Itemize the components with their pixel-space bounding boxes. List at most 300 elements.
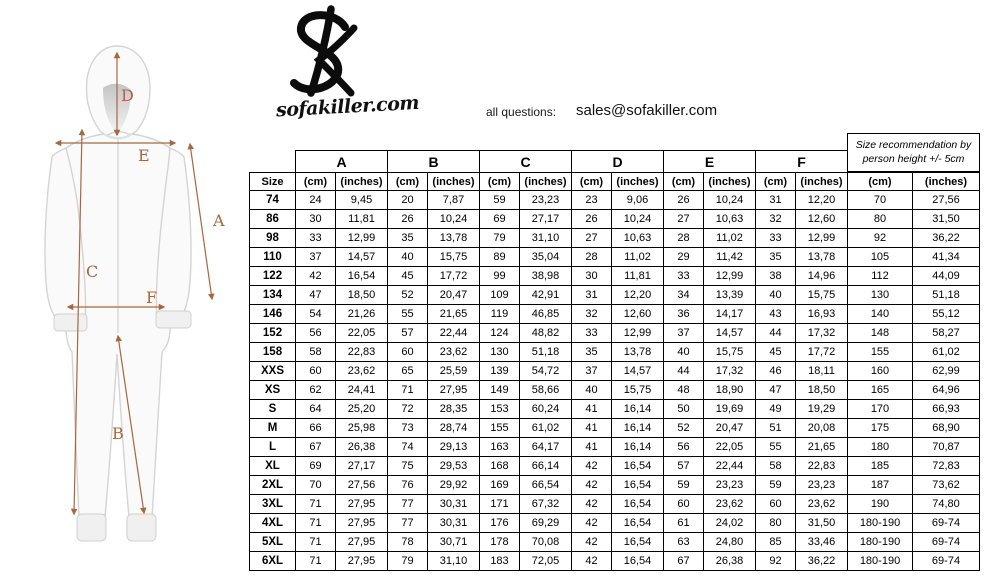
value-cell: 14,57 bbox=[612, 362, 664, 381]
value-cell: 140 bbox=[848, 305, 913, 324]
value-cell: 42,91 bbox=[520, 286, 572, 305]
value-cell: 42 bbox=[572, 514, 612, 533]
value-cell: 109 bbox=[480, 286, 520, 305]
table-row bbox=[250, 191, 980, 210]
right-sleeve-cuff bbox=[156, 311, 191, 328]
size-cell: 152 bbox=[250, 324, 296, 343]
value-cell: 13,39 bbox=[704, 286, 756, 305]
value-cell: 71 bbox=[296, 552, 336, 571]
value-cell: 80 bbox=[848, 210, 913, 229]
value-cell: 44 bbox=[664, 362, 704, 381]
value-cell: 25,20 bbox=[336, 400, 388, 419]
value-cell: 35,04 bbox=[520, 248, 572, 267]
value-cell: 171 bbox=[480, 495, 520, 514]
value-cell: 28,35 bbox=[428, 400, 480, 419]
value-cell: 36,22 bbox=[796, 552, 848, 571]
value-cell: 15,75 bbox=[796, 286, 848, 305]
size-recommendation-line2: person height +/- 5cm bbox=[862, 152, 965, 165]
size-cell: S bbox=[250, 400, 296, 419]
value-cell: 67 bbox=[296, 438, 336, 457]
measure-label-c: C bbox=[86, 262, 99, 281]
value-cell: 13,78 bbox=[612, 343, 664, 362]
value-cell: 46,85 bbox=[520, 305, 572, 324]
measure-line-a bbox=[190, 144, 212, 299]
value-cell: 67,32 bbox=[520, 495, 572, 514]
size-cell: 122 bbox=[250, 267, 296, 286]
value-cell: 29,92 bbox=[428, 476, 480, 495]
value-cell: 30,31 bbox=[428, 514, 480, 533]
value-cell: 73 bbox=[388, 419, 428, 438]
table-row bbox=[250, 476, 980, 495]
value-cell: 69-74 bbox=[913, 533, 980, 552]
value-cell: 14,17 bbox=[704, 305, 756, 324]
value-cell: 26 bbox=[572, 210, 612, 229]
value-cell: 44 bbox=[756, 324, 796, 343]
value-cell: 30,31 bbox=[428, 495, 480, 514]
value-cell: 69,29 bbox=[520, 514, 572, 533]
value-cell: 72,83 bbox=[913, 457, 980, 476]
value-cell: 58,27 bbox=[913, 324, 980, 343]
size-cell: 86 bbox=[250, 210, 296, 229]
value-cell: 16,54 bbox=[612, 533, 664, 552]
value-cell: 168 bbox=[480, 457, 520, 476]
value-cell: 70 bbox=[296, 476, 336, 495]
value-cell: 183 bbox=[480, 552, 520, 571]
value-cell: 9,45 bbox=[336, 191, 388, 210]
value-cell: 124 bbox=[480, 324, 520, 343]
value-cell: 19,69 bbox=[704, 400, 756, 419]
value-cell: 73,62 bbox=[913, 476, 980, 495]
size-cell: 3XL bbox=[250, 495, 296, 514]
value-cell: 17,72 bbox=[428, 267, 480, 286]
value-cell: 33 bbox=[296, 229, 336, 248]
value-cell: 38 bbox=[756, 267, 796, 286]
value-cell: 56 bbox=[664, 438, 704, 457]
value-cell: 13,78 bbox=[428, 229, 480, 248]
value-cell: 36,22 bbox=[913, 229, 980, 248]
value-cell: 62,99 bbox=[913, 362, 980, 381]
value-cell: 28 bbox=[572, 248, 612, 267]
value-cell: 15,75 bbox=[612, 381, 664, 400]
value-cell: 24,02 bbox=[704, 514, 756, 533]
value-cell: 45 bbox=[388, 267, 428, 286]
value-cell: 38,98 bbox=[520, 267, 572, 286]
table-row bbox=[250, 229, 980, 248]
value-cell: 16,14 bbox=[612, 438, 664, 457]
value-cell: 66,14 bbox=[520, 457, 572, 476]
value-cell: 31 bbox=[572, 286, 612, 305]
value-cell: 89 bbox=[480, 248, 520, 267]
table-row bbox=[250, 552, 980, 571]
value-cell: 153 bbox=[480, 400, 520, 419]
value-cell: 92 bbox=[756, 552, 796, 571]
value-cell: 180-190 bbox=[848, 552, 913, 571]
table-row bbox=[250, 267, 980, 286]
value-cell: 26 bbox=[664, 191, 704, 210]
value-cell: 99 bbox=[480, 267, 520, 286]
value-cell: 70 bbox=[848, 191, 913, 210]
value-cell: 23,62 bbox=[336, 362, 388, 381]
value-cell: 70,08 bbox=[520, 533, 572, 552]
value-cell: 68,90 bbox=[913, 419, 980, 438]
value-cell: 50 bbox=[664, 400, 704, 419]
value-cell: 27,56 bbox=[913, 191, 980, 210]
value-cell: 55,12 bbox=[913, 305, 980, 324]
value-cell: 24,41 bbox=[336, 381, 388, 400]
value-cell: 23 bbox=[572, 191, 612, 210]
value-cell: 15,75 bbox=[704, 343, 756, 362]
size-recommendation-line1: Size recommendation by bbox=[855, 138, 972, 151]
value-cell: 148 bbox=[848, 324, 913, 343]
value-cell: 21,65 bbox=[428, 305, 480, 324]
value-cell: 31,50 bbox=[913, 210, 980, 229]
value-cell: 79 bbox=[388, 552, 428, 571]
value-cell: 37 bbox=[572, 362, 612, 381]
value-cell: 12,60 bbox=[612, 305, 664, 324]
unit-inches: (inches) bbox=[520, 173, 572, 191]
value-cell: 155 bbox=[848, 343, 913, 362]
size-cell: 158 bbox=[250, 343, 296, 362]
table-row bbox=[250, 381, 980, 400]
value-cell: 178 bbox=[480, 533, 520, 552]
value-cell: 60 bbox=[296, 362, 336, 381]
size-cell: 134 bbox=[250, 286, 296, 305]
value-cell: 58 bbox=[296, 343, 336, 362]
unit-inches: (inches) bbox=[704, 173, 756, 191]
value-cell: 74 bbox=[388, 438, 428, 457]
value-cell: 45 bbox=[756, 343, 796, 362]
table-row bbox=[250, 533, 980, 552]
value-cell: 69-74 bbox=[913, 552, 980, 571]
value-cell: 80 bbox=[756, 514, 796, 533]
value-cell: 57 bbox=[388, 324, 428, 343]
value-cell: 11,02 bbox=[704, 229, 756, 248]
value-cell: 12,60 bbox=[796, 210, 848, 229]
table-row bbox=[250, 457, 980, 476]
unit-header-row bbox=[250, 173, 980, 191]
value-cell: 42 bbox=[572, 495, 612, 514]
value-cell: 40 bbox=[664, 343, 704, 362]
value-cell: 16,54 bbox=[612, 552, 664, 571]
value-cell: 10,63 bbox=[704, 210, 756, 229]
table-row bbox=[250, 248, 980, 267]
value-cell: 187 bbox=[848, 476, 913, 495]
value-cell: 11,02 bbox=[612, 248, 664, 267]
table-row bbox=[250, 438, 980, 457]
value-cell: 28 bbox=[664, 229, 704, 248]
group-header-row bbox=[250, 151, 980, 173]
value-cell: 69-74 bbox=[913, 514, 980, 533]
value-cell: 27,95 bbox=[336, 514, 388, 533]
questions-label: all questions: bbox=[486, 105, 557, 119]
size-cell: L bbox=[250, 438, 296, 457]
value-cell: 27 bbox=[664, 210, 704, 229]
size-cell: 110 bbox=[250, 248, 296, 267]
value-cell: 85 bbox=[756, 533, 796, 552]
size-cell: M bbox=[250, 419, 296, 438]
unit-cm: (cm) bbox=[664, 173, 704, 191]
value-cell: 7,87 bbox=[428, 191, 480, 210]
measure-label-e: E bbox=[138, 146, 150, 165]
value-cell: 41 bbox=[572, 438, 612, 457]
value-cell: 16,54 bbox=[336, 267, 388, 286]
value-cell: 16,93 bbox=[796, 305, 848, 324]
size-cell: 146 bbox=[250, 305, 296, 324]
value-cell: 16,14 bbox=[612, 400, 664, 419]
value-cell: 48 bbox=[664, 381, 704, 400]
unit-cm: (cm) bbox=[296, 173, 336, 191]
value-cell: 17,32 bbox=[704, 362, 756, 381]
value-cell: 25,59 bbox=[428, 362, 480, 381]
recommendation-spacer bbox=[848, 151, 980, 173]
value-cell: 20,47 bbox=[704, 419, 756, 438]
size-cell: 2XL bbox=[250, 476, 296, 495]
value-cell: 79 bbox=[480, 229, 520, 248]
left-ankle-cuff bbox=[77, 514, 106, 541]
value-cell: 105 bbox=[848, 248, 913, 267]
table-row bbox=[250, 324, 980, 343]
value-cell: 15,75 bbox=[428, 248, 480, 267]
value-cell: 42 bbox=[572, 533, 612, 552]
value-cell: 30,71 bbox=[428, 533, 480, 552]
group-header-e: E bbox=[664, 151, 756, 173]
value-cell: 119 bbox=[480, 305, 520, 324]
value-cell: 23,23 bbox=[796, 476, 848, 495]
value-cell: 22,44 bbox=[428, 324, 480, 343]
value-cell: 19,29 bbox=[796, 400, 848, 419]
value-cell: 11,81 bbox=[612, 267, 664, 286]
value-cell: 11,81 bbox=[336, 210, 388, 229]
value-cell: 35 bbox=[388, 229, 428, 248]
table-row bbox=[250, 514, 980, 533]
table-row bbox=[250, 362, 980, 381]
value-cell: 18,50 bbox=[336, 286, 388, 305]
value-cell: 29,13 bbox=[428, 438, 480, 457]
value-cell: 72,05 bbox=[520, 552, 572, 571]
size-table bbox=[249, 150, 980, 571]
value-cell: 112 bbox=[848, 267, 913, 286]
value-cell: 26,38 bbox=[704, 552, 756, 571]
value-cell: 22,44 bbox=[704, 457, 756, 476]
value-cell: 27,17 bbox=[520, 210, 572, 229]
value-cell: 54,72 bbox=[520, 362, 572, 381]
value-cell: 59 bbox=[480, 191, 520, 210]
value-cell: 155 bbox=[480, 419, 520, 438]
value-cell: 37 bbox=[664, 324, 704, 343]
value-cell: 63 bbox=[664, 533, 704, 552]
value-cell: 42 bbox=[572, 476, 612, 495]
value-cell: 14,57 bbox=[704, 324, 756, 343]
value-cell: 64,17 bbox=[520, 438, 572, 457]
table-row bbox=[250, 210, 980, 229]
value-cell: 163 bbox=[480, 438, 520, 457]
value-cell: 36 bbox=[664, 305, 704, 324]
value-cell: 76 bbox=[388, 476, 428, 495]
measure-label-a: A bbox=[213, 211, 225, 230]
unit-cm: (cm) bbox=[388, 173, 428, 191]
value-cell: 41 bbox=[572, 400, 612, 419]
value-cell: 190 bbox=[848, 495, 913, 514]
table-row bbox=[250, 400, 980, 419]
sk-logo-icon bbox=[270, 0, 380, 100]
size-cell: 74 bbox=[250, 191, 296, 210]
value-cell: 20 bbox=[388, 191, 428, 210]
size-cell: XS bbox=[250, 381, 296, 400]
value-cell: 10,24 bbox=[704, 191, 756, 210]
value-cell: 33,46 bbox=[796, 533, 848, 552]
value-cell: 78 bbox=[388, 533, 428, 552]
corner-spacer bbox=[250, 151, 296, 173]
value-cell: 20,47 bbox=[428, 286, 480, 305]
value-cell: 12,99 bbox=[336, 229, 388, 248]
value-cell: 16,54 bbox=[612, 514, 664, 533]
value-cell: 60 bbox=[756, 495, 796, 514]
value-cell: 18,90 bbox=[704, 381, 756, 400]
value-cell: 49 bbox=[756, 400, 796, 419]
unit-inches: (inches) bbox=[612, 173, 664, 191]
value-cell: 23,62 bbox=[428, 343, 480, 362]
size-cell: XL bbox=[250, 457, 296, 476]
value-cell: 130 bbox=[480, 343, 520, 362]
value-cell: 32 bbox=[756, 210, 796, 229]
value-cell: 67 bbox=[664, 552, 704, 571]
value-cell: 41,34 bbox=[913, 248, 980, 267]
value-cell: 176 bbox=[480, 514, 520, 533]
value-cell: 31 bbox=[756, 191, 796, 210]
left-sleeve-cuff bbox=[54, 314, 87, 331]
value-cell: 33 bbox=[756, 229, 796, 248]
table-row bbox=[250, 305, 980, 324]
value-cell: 37 bbox=[296, 248, 336, 267]
value-cell: 22,05 bbox=[704, 438, 756, 457]
brand-site-text: sofakiller.com bbox=[275, 91, 420, 122]
value-cell: 29 bbox=[664, 248, 704, 267]
value-cell: 43 bbox=[756, 305, 796, 324]
value-cell: 35 bbox=[572, 343, 612, 362]
measure-label-b: B bbox=[112, 424, 124, 443]
unit-inches: (inches) bbox=[913, 173, 980, 191]
value-cell: 13,78 bbox=[796, 248, 848, 267]
value-cell: 12,99 bbox=[796, 229, 848, 248]
group-header-d: D bbox=[572, 151, 664, 173]
size-cell: 5XL bbox=[250, 533, 296, 552]
value-cell: 180-190 bbox=[848, 514, 913, 533]
value-cell: 61 bbox=[664, 514, 704, 533]
table-row bbox=[250, 286, 980, 305]
value-cell: 14,96 bbox=[796, 267, 848, 286]
value-cell: 16,54 bbox=[612, 457, 664, 476]
value-cell: 44,09 bbox=[913, 267, 980, 286]
value-cell: 71 bbox=[296, 514, 336, 533]
table-row bbox=[250, 495, 980, 514]
value-cell: 16,54 bbox=[612, 495, 664, 514]
unit-inches: (inches) bbox=[428, 173, 480, 191]
value-cell: 61,02 bbox=[520, 419, 572, 438]
value-cell: 61,02 bbox=[913, 343, 980, 362]
value-cell: 17,32 bbox=[796, 324, 848, 343]
value-cell: 29,53 bbox=[428, 457, 480, 476]
value-cell: 180 bbox=[848, 438, 913, 457]
value-cell: 41 bbox=[572, 419, 612, 438]
value-cell: 46 bbox=[756, 362, 796, 381]
value-cell: 66 bbox=[296, 419, 336, 438]
value-cell: 12,20 bbox=[796, 191, 848, 210]
value-cell: 51,18 bbox=[913, 286, 980, 305]
group-header-f: F bbox=[756, 151, 848, 173]
group-header-c: C bbox=[480, 151, 572, 173]
size-cell: 4XL bbox=[250, 514, 296, 533]
value-cell: 66,93 bbox=[913, 400, 980, 419]
value-cell: 18,11 bbox=[796, 362, 848, 381]
value-cell: 64,96 bbox=[913, 381, 980, 400]
value-cell: 60 bbox=[664, 495, 704, 514]
measure-label-f: F bbox=[146, 288, 158, 307]
value-cell: 169 bbox=[480, 476, 520, 495]
value-cell: 180-190 bbox=[848, 533, 913, 552]
value-cell: 31,10 bbox=[428, 552, 480, 571]
value-cell: 9,06 bbox=[612, 191, 664, 210]
value-cell: 33 bbox=[572, 324, 612, 343]
unit-inches: (inches) bbox=[336, 173, 388, 191]
value-cell: 149 bbox=[480, 381, 520, 400]
value-cell: 175 bbox=[848, 419, 913, 438]
value-cell: 40 bbox=[756, 286, 796, 305]
value-cell: 27 bbox=[572, 229, 612, 248]
value-cell: 55 bbox=[756, 438, 796, 457]
value-cell: 31,10 bbox=[520, 229, 572, 248]
value-cell: 51,18 bbox=[520, 343, 572, 362]
value-cell: 65 bbox=[388, 362, 428, 381]
value-cell: 60,24 bbox=[520, 400, 572, 419]
value-cell: 74,80 bbox=[913, 495, 980, 514]
value-cell: 28,74 bbox=[428, 419, 480, 438]
value-cell: 72 bbox=[388, 400, 428, 419]
group-header-a: A bbox=[296, 151, 388, 173]
value-cell: 27,95 bbox=[336, 533, 388, 552]
right-ankle-cuff bbox=[127, 514, 156, 541]
value-cell: 26,38 bbox=[336, 438, 388, 457]
value-cell: 70,87 bbox=[913, 438, 980, 457]
value-cell: 27,17 bbox=[336, 457, 388, 476]
value-cell: 62 bbox=[296, 381, 336, 400]
size-cell: 98 bbox=[250, 229, 296, 248]
unit-cm: (cm) bbox=[480, 173, 520, 191]
value-cell: 64 bbox=[296, 400, 336, 419]
value-cell: 52 bbox=[664, 419, 704, 438]
value-cell: 40 bbox=[572, 381, 612, 400]
value-cell: 18,50 bbox=[796, 381, 848, 400]
table-row bbox=[250, 343, 980, 362]
value-cell: 47 bbox=[296, 286, 336, 305]
value-cell: 42 bbox=[572, 457, 612, 476]
value-cell: 75 bbox=[388, 457, 428, 476]
value-cell: 21,26 bbox=[336, 305, 388, 324]
value-cell: 185 bbox=[848, 457, 913, 476]
value-cell: 23,23 bbox=[704, 476, 756, 495]
value-cell: 23,62 bbox=[796, 495, 848, 514]
value-cell: 34 bbox=[664, 286, 704, 305]
value-cell: 20,08 bbox=[796, 419, 848, 438]
value-cell: 31,50 bbox=[796, 514, 848, 533]
value-cell: 16,14 bbox=[612, 419, 664, 438]
sales-email: sales@sofakiller.com bbox=[576, 102, 718, 119]
value-cell: 51 bbox=[756, 419, 796, 438]
value-cell: 12,99 bbox=[612, 324, 664, 343]
value-cell: 71 bbox=[296, 495, 336, 514]
value-cell: 55 bbox=[388, 305, 428, 324]
value-cell: 10,63 bbox=[612, 229, 664, 248]
table-row bbox=[250, 419, 980, 438]
